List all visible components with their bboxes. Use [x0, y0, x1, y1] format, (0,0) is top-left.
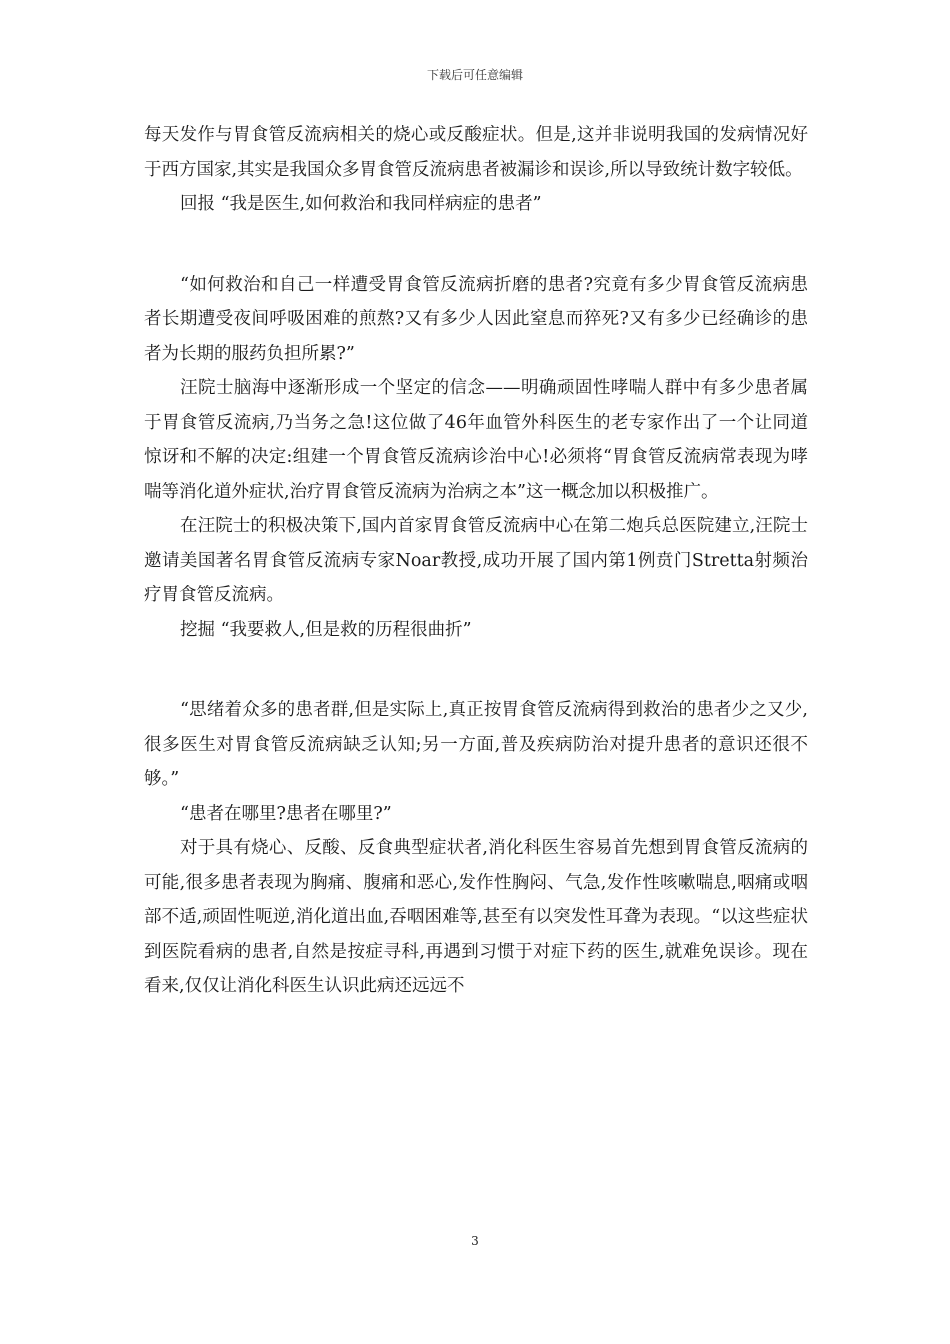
paragraph-academician-belief: 汪院士脑海中逐渐形成一个坚定的信念——明确顽固性哮喘人群中有多少患者属于胃食管反流病,乃当务之急!这位做了46年血管外科医生的老专家作出了一个让同道惊讶和不解的决定:组建一个胃食管反流病诊治中心!必须将“胃食管反流病常表现为哮喘等消化道外症状,治疗胃食管反流病为治病之本”这一概念加以积极推广。 — [144, 378, 808, 502]
section-heading-dig: 挖掘 “我要救人,但是救的历程很曲折” — [180, 619, 472, 640]
document-body — [144, 118, 808, 1004]
paragraph-statistics: 每天发作与胃食管反流病相关的烧心或反酸症状。但是,这并非说明我国的发病情况好于西方国家,其实是我国众多胃食管反流病患者被漏诊和误诊,所以导致统计数字较低。 — [144, 125, 808, 180]
paragraph-center-established: 在汪院士的积极决策下,国内首家胃食管反流病中心在第二炮兵总医院建立,汪院士邀请美国著名胃食管反流病专家Noar教授,成功开展了国内第1例贲门Stretta射频治疗胃食管反流病。 — [144, 516, 808, 605]
paragraph-quote-questions: “如何救治和自己一样遭受胃食管反流病折磨的患者?究竟有多少胃食管反流病患者长期遭受夜间呼吸困难的煎熬?又有多少人因此窒息而猝死?又有多少已经确诊的患者为长期的服药负担所累?” — [144, 274, 808, 364]
page-number: 3 — [471, 1234, 479, 1248]
section-heading-return: 回报 “我是医生,如何救治和我同样病症的患者” — [180, 194, 542, 214]
paragraph-patient-groups: “思绪着众多的患者群,但是实际上,真正按胃食管反流病得到救治的患者少之又少,很多医生对胃食管反流病缺乏认知;另一方面,普及疾病防治对提升患者的意识还很不够。” — [144, 700, 808, 789]
paragraph-symptoms: 对于具有烧心、反酸、反食典型症状者,消化科医生容易首先想到胃食管反流病的可能,很多患者表现为胸痛、腹痛和恶心,发作性胸闷、气急,发作性咳嗽喘息,咽痛或咽部不适,顽固性呃逆,消化道出血,吞咽困难等,甚至有以突发性耳聋为表现。“以这些症状到医院看病的患者,自然是按症寻科,再遇到习惯于对症下药的医生,就难免误诊。现在看来,仅仅让消化科医生认识此病还远远不 — [144, 838, 808, 996]
page-header: 下载后可任意编辑 — [426, 68, 523, 82]
paragraph-where-patients: “患者在哪里?患者在哪里?” — [180, 803, 392, 824]
